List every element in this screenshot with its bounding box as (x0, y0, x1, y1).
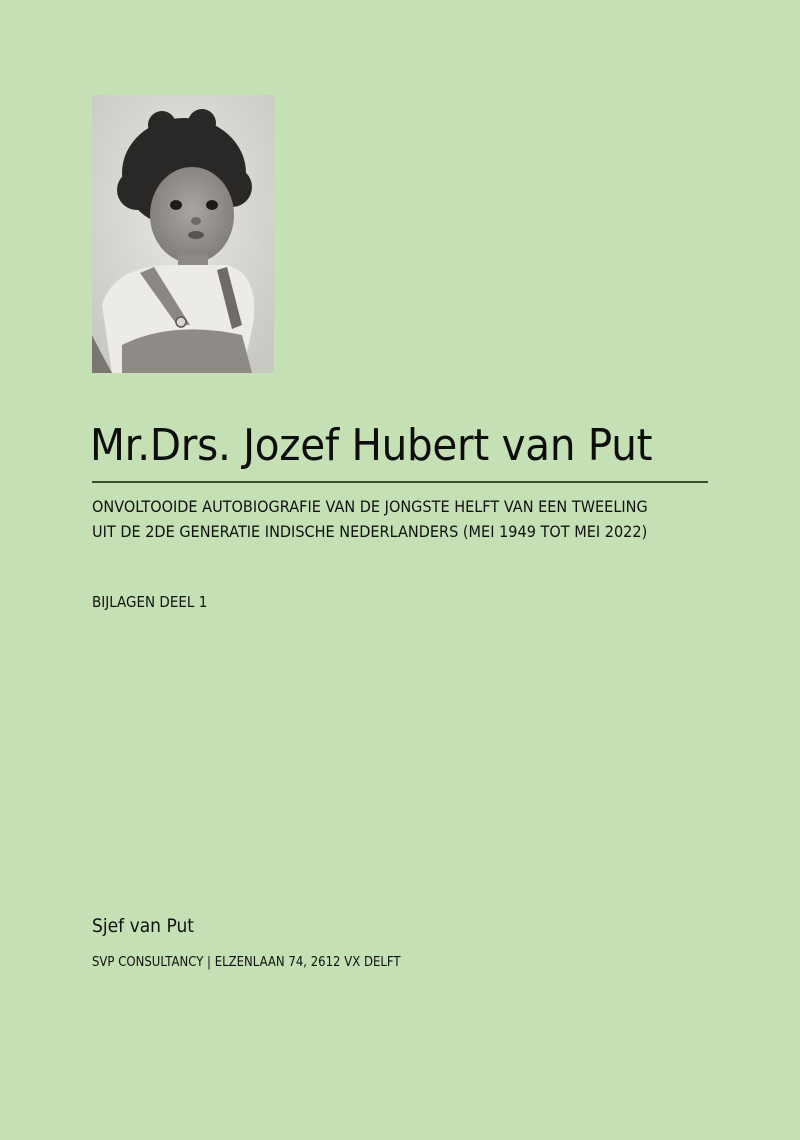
document-title: Mr.Drs. Jozef Hubert van Put (90, 420, 653, 471)
subtitle-line-2: UIT DE 2DE GENERATIE INDISCHE NEDERLANDERS (MEI 1949 TOT MEI 2022) (92, 522, 648, 541)
subtitle (92, 494, 648, 544)
subtitle-line-1: ONVOLTOOIDE AUTOBIOGRAFIE VAN DE JONGSTE HELFT VAN EEN TWEELING (92, 497, 648, 516)
company-address: SVP CONSULTANCY | ELZENLAAN 74, 2612 VX DELFT (92, 955, 401, 970)
author-name: Sjef van Put (92, 915, 195, 937)
title-divider (92, 481, 708, 483)
section-label: BIJLAGEN DEEL 1 (92, 593, 208, 611)
toddler-portrait-image (92, 95, 274, 373)
cover-photo (92, 95, 274, 373)
